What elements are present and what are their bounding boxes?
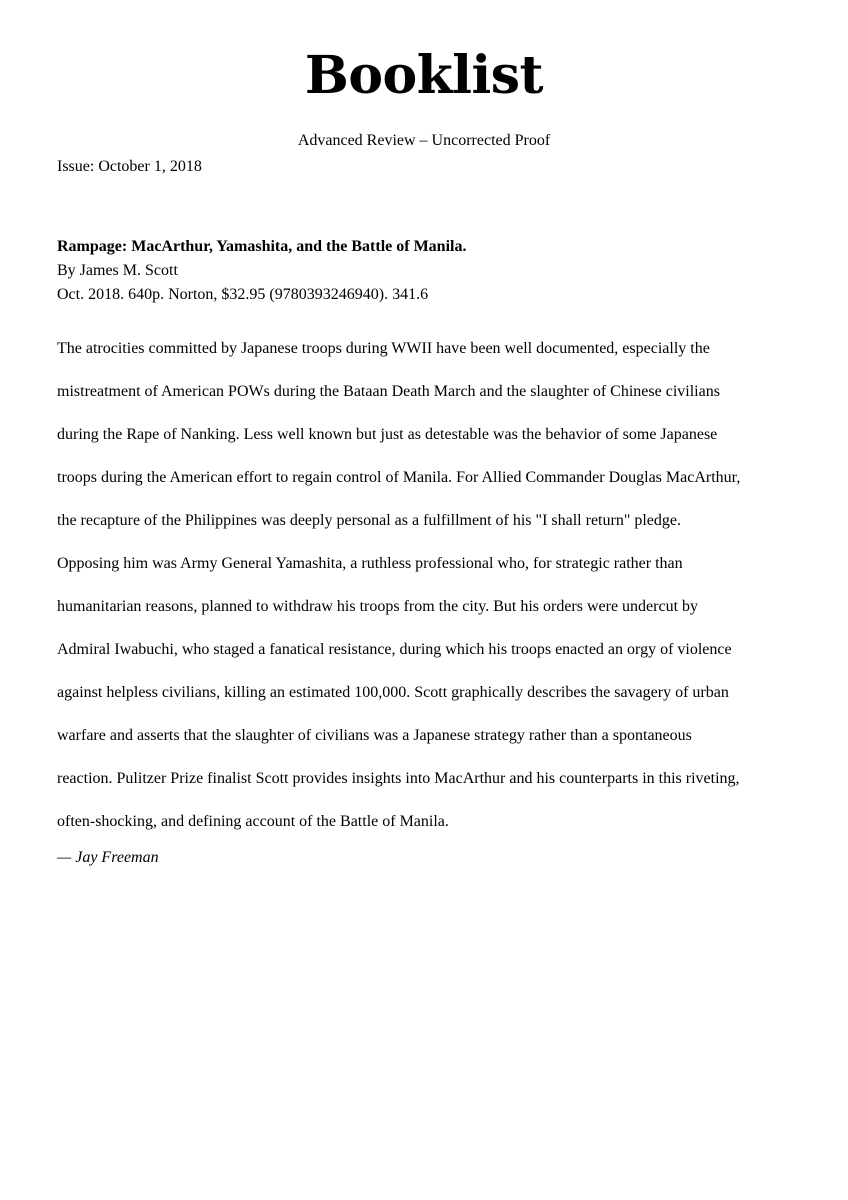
review-line: against helpless civilians, killing an estimated 100,000. Scott graphically describes the savagery of urban (57, 684, 729, 701)
review-line: reaction. Pulitzer Prize finalist Scott provides insights into MacArthur and his counterparts in this riveting, (57, 770, 740, 787)
book-details: Oct. 2018. 640p. Norton, $32.95 (9780393246940). 341.6 (57, 286, 429, 303)
review-line: mistreatment of American POWs during the Bataan Death March and the slaughter of Chinese civilians (57, 383, 720, 400)
review-line: during the Rape of Nanking. Less well known but just as detestable was the behavior of some Japanese (57, 426, 718, 443)
review-line: Opposing him was Army General Yamashita, a ruthless professional who, for strategic rather than (57, 555, 683, 572)
review-line: the recapture of the Philippines was deeply personal as a fulfillment of his "I shall return" pledge. (57, 512, 681, 529)
review-line: humanitarian reasons, planned to withdraw his troops from the city. But his orders were undercut by (57, 598, 699, 615)
book-author: By James M. Scott (57, 262, 178, 279)
review-body (57, 327, 797, 843)
review-line: warfare and asserts that the slaughter of civilians was a Japanese strategy rather than a spontaneous (57, 727, 692, 744)
masthead-title: Booklist (304, 45, 544, 106)
review-line: The atrocities committed by Japanese troops during WWII have been well documented, especially the (57, 340, 710, 357)
issue-date: Issue: October 1, 2018 (57, 158, 202, 175)
review-line: Admiral Iwabuchi, who staged a fanatical resistance, during which his troops enacted an orgy of violence (57, 641, 732, 658)
proof-subtitle: Advanced Review – Uncorrected Proof (297, 132, 551, 149)
review-line: troops during the American effort to regain control of Manila. For Allied Commander Douglas MacArthur, (57, 469, 741, 486)
book-citation (57, 235, 797, 307)
reviewer-signature: — Jay Freeman (57, 849, 159, 866)
review-line: often-shocking, and defining account of the Battle of Manila. (57, 813, 449, 830)
book-title: Rampage: MacArthur, Yamashita, and the Battle of Manila. (57, 238, 467, 255)
